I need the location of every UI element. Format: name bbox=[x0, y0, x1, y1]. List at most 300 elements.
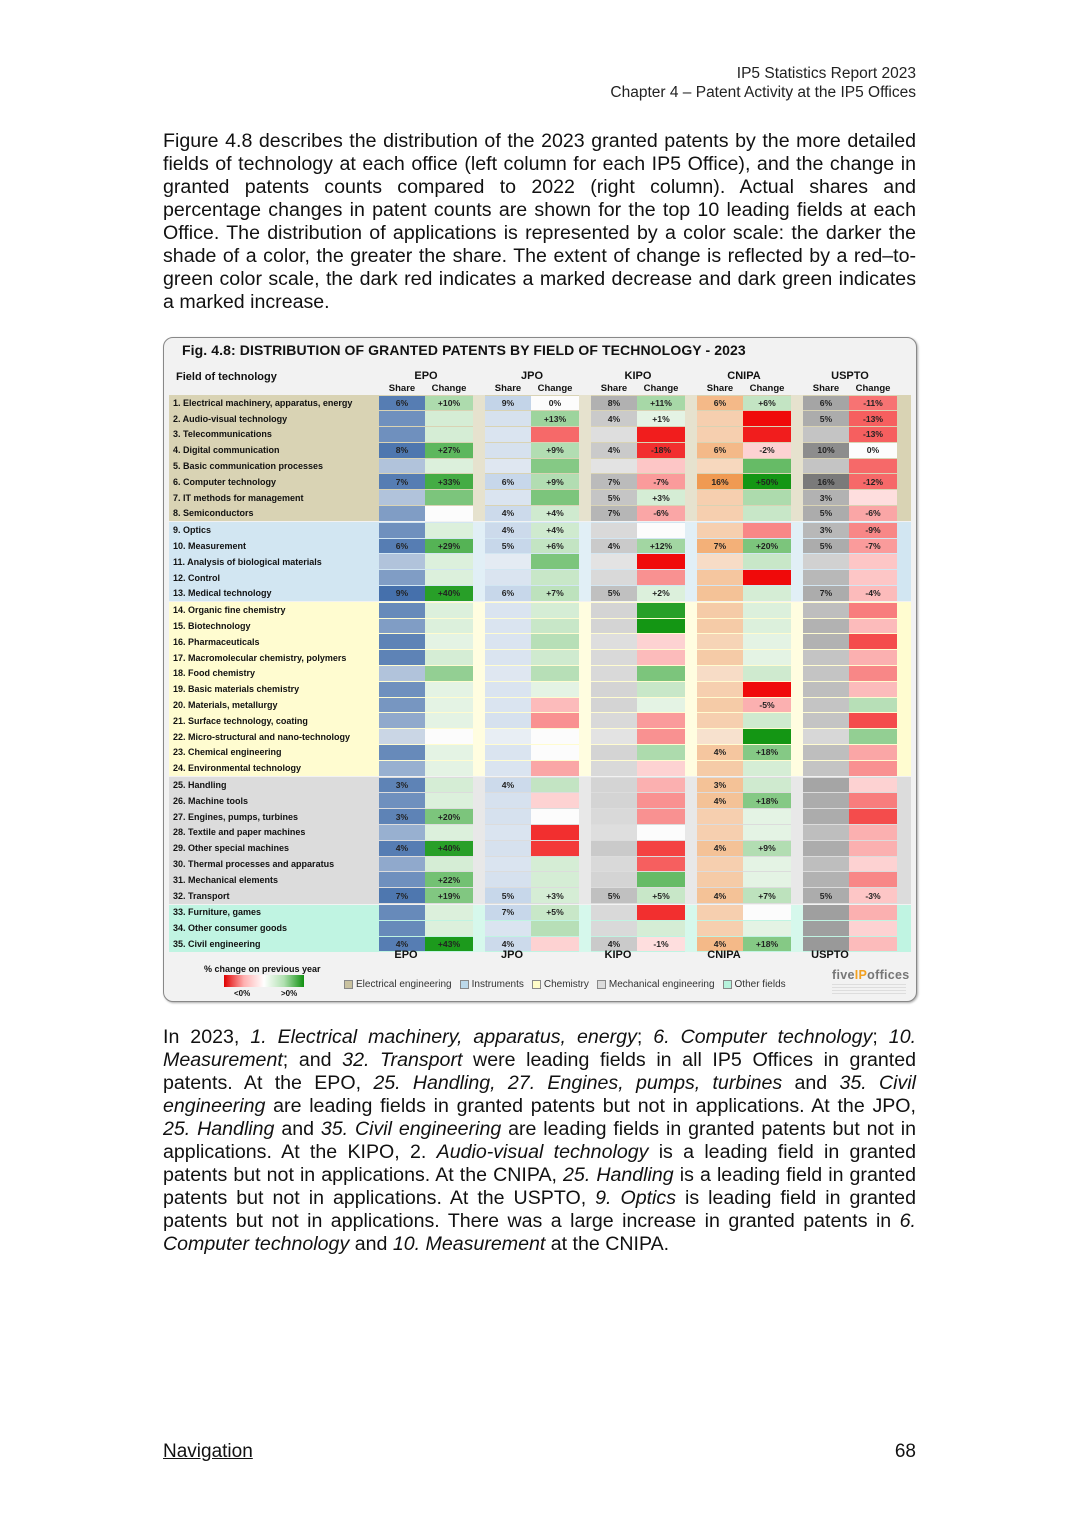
change-cell-cnipa bbox=[743, 586, 791, 601]
change-cell-kipo bbox=[637, 872, 685, 887]
share-cell-uspto bbox=[803, 619, 849, 634]
change-cell-cnipa bbox=[743, 778, 791, 793]
share-cell-kipo bbox=[591, 619, 637, 634]
change-cell-uspto bbox=[849, 554, 897, 569]
italic-field-reference: 35. Civil engineering bbox=[320, 1118, 502, 1140]
change-cell-uspto bbox=[849, 603, 897, 618]
change-cell-epo bbox=[425, 603, 473, 618]
change-cell-uspto bbox=[849, 905, 897, 920]
table-row bbox=[169, 777, 911, 793]
paragraph-text: In 2023, bbox=[163, 1026, 251, 1048]
share-cell-epo bbox=[379, 411, 425, 426]
share-cell-epo bbox=[379, 666, 425, 681]
share-cell-kipo bbox=[591, 682, 637, 697]
share-cell-jpo: 4% bbox=[485, 523, 531, 538]
field-label: 35. Civil engineering bbox=[173, 938, 261, 949]
share-cell-epo bbox=[379, 745, 425, 760]
fiveipoffices-logo bbox=[832, 968, 910, 982]
table-row bbox=[169, 395, 911, 411]
share-cell-epo bbox=[379, 905, 425, 920]
scale-title: % change on previous year bbox=[204, 964, 321, 974]
share-cell-kipo bbox=[591, 523, 637, 538]
share-cell-cnipa: 6% bbox=[697, 443, 743, 458]
change-cell-epo: +40% bbox=[425, 841, 473, 856]
change-cell-jpo bbox=[531, 809, 579, 824]
office-footer-uspto: USPTO bbox=[811, 949, 849, 961]
change-cell-uspto: -6% bbox=[849, 506, 897, 521]
share-cell-cnipa bbox=[697, 586, 743, 601]
share-cell-kipo bbox=[591, 570, 637, 585]
change-cell-jpo bbox=[531, 857, 579, 872]
change-cell-cnipa: +7% bbox=[743, 888, 791, 903]
change-cell-epo bbox=[425, 761, 473, 776]
change-cell-kipo bbox=[637, 459, 685, 474]
change-cell-cnipa bbox=[743, 459, 791, 474]
field-label: 6. Computer technology bbox=[173, 476, 277, 487]
italic-field-reference: 9. Optics bbox=[595, 1187, 677, 1209]
change-cell-jpo bbox=[531, 921, 579, 936]
share-cell-epo bbox=[379, 554, 425, 569]
share-cell-epo: 4% bbox=[379, 937, 425, 952]
share-cell-cnipa bbox=[697, 411, 743, 426]
share-subheader: Share bbox=[388, 383, 416, 394]
change-cell-kipo bbox=[637, 745, 685, 760]
change-cell-jpo bbox=[531, 841, 579, 856]
change-cell-kipo bbox=[637, 666, 685, 681]
change-cell-uspto bbox=[849, 825, 897, 840]
change-cell-epo bbox=[425, 793, 473, 808]
change-cell-cnipa bbox=[743, 872, 791, 887]
change-cell-epo bbox=[425, 554, 473, 569]
share-cell-epo bbox=[379, 490, 425, 505]
legend-swatch bbox=[532, 980, 541, 989]
change-cell-uspto bbox=[849, 841, 897, 856]
color-scale-bar bbox=[224, 975, 304, 987]
change-cell-kipo bbox=[637, 554, 685, 569]
change-cell-kipo bbox=[637, 634, 685, 649]
share-cell-jpo bbox=[485, 682, 531, 697]
change-cell-uspto bbox=[849, 570, 897, 585]
change-cell-epo bbox=[425, 698, 473, 713]
change-cell-cnipa bbox=[743, 411, 791, 426]
office-footer-kipo: KIPO bbox=[604, 949, 632, 961]
office-header-epo: EPO bbox=[414, 370, 438, 382]
change-cell-uspto bbox=[849, 682, 897, 697]
change-cell-cnipa bbox=[743, 857, 791, 872]
share-cell-cnipa bbox=[697, 570, 743, 585]
change-subheader: Change bbox=[855, 383, 891, 394]
change-cell-jpo bbox=[531, 745, 579, 760]
field-column-header: Field of technology bbox=[176, 371, 277, 383]
share-cell-epo bbox=[379, 634, 425, 649]
change-cell-uspto bbox=[849, 619, 897, 634]
office-header-jpo: JPO bbox=[520, 370, 543, 382]
share-cell-epo bbox=[379, 506, 425, 521]
paragraph-text: were leading fields in all IP5 Offices in granted patents. At the EPO, bbox=[163, 1049, 917, 1094]
closing-paragraph bbox=[163, 1026, 916, 1256]
change-subheader: Change bbox=[537, 383, 573, 394]
table-row bbox=[169, 760, 911, 776]
share-cell-uspto bbox=[803, 682, 849, 697]
heatmap-grid bbox=[169, 395, 911, 952]
italic-field-reference: 6. Computer technology bbox=[163, 1210, 916, 1255]
share-cell-kipo: 7% bbox=[591, 474, 637, 489]
legend-item bbox=[532, 979, 589, 990]
share-cell-uspto bbox=[803, 872, 849, 887]
field-label: 5. Basic communication processes bbox=[173, 461, 324, 472]
change-cell-kipo: -1% bbox=[637, 937, 685, 952]
change-cell-jpo: 0% bbox=[531, 396, 579, 411]
share-cell-jpo bbox=[485, 729, 531, 744]
change-cell-epo bbox=[425, 523, 473, 538]
share-cell-cnipa: 4% bbox=[697, 888, 743, 903]
change-cell-jpo bbox=[531, 872, 579, 887]
change-cell-uspto bbox=[849, 872, 897, 887]
share-cell-epo bbox=[379, 872, 425, 887]
share-cell-kipo: 5% bbox=[591, 586, 637, 601]
share-cell-epo bbox=[379, 921, 425, 936]
change-cell-kipo: +11% bbox=[637, 396, 685, 411]
share-cell-uspto: 10% bbox=[803, 443, 849, 458]
italic-field-reference: 32. Transport bbox=[342, 1049, 463, 1071]
share-cell-cnipa bbox=[697, 650, 743, 665]
legend-swatch bbox=[344, 980, 353, 989]
share-cell-jpo bbox=[485, 554, 531, 569]
share-subheader: Share bbox=[812, 383, 840, 394]
change-cell-kipo bbox=[637, 427, 685, 442]
change-cell-kipo: -18% bbox=[637, 443, 685, 458]
change-cell-jpo bbox=[531, 698, 579, 713]
office-header-kipo: KIPO bbox=[624, 370, 652, 382]
share-cell-cnipa bbox=[697, 682, 743, 697]
change-cell-epo bbox=[425, 921, 473, 936]
change-cell-uspto bbox=[849, 650, 897, 665]
change-cell-kipo bbox=[637, 570, 685, 585]
change-cell-uspto: -13% bbox=[849, 427, 897, 442]
share-cell-kipo bbox=[591, 809, 637, 824]
table-row bbox=[169, 554, 911, 570]
share-cell-kipo: 7% bbox=[591, 506, 637, 521]
change-cell-kipo bbox=[637, 713, 685, 728]
change-cell-uspto: -12% bbox=[849, 474, 897, 489]
paragraph-text: ; bbox=[872, 1026, 889, 1048]
change-cell-jpo bbox=[531, 761, 579, 776]
share-cell-jpo: 9% bbox=[485, 396, 531, 411]
share-cell-uspto bbox=[803, 650, 849, 665]
change-cell-epo bbox=[425, 778, 473, 793]
change-cell-cnipa bbox=[743, 490, 791, 505]
field-label: 34. Other consumer goods bbox=[173, 923, 288, 934]
field-label: 29. Other special machines bbox=[173, 843, 290, 854]
table-row bbox=[169, 618, 911, 634]
change-cell-kipo bbox=[637, 523, 685, 538]
share-cell-epo bbox=[379, 427, 425, 442]
table-row bbox=[169, 697, 911, 713]
share-cell-cnipa bbox=[697, 761, 743, 776]
legend-item bbox=[344, 979, 452, 990]
share-cell-uspto: 6% bbox=[803, 396, 849, 411]
table-row bbox=[169, 825, 911, 841]
legend-swatch bbox=[723, 980, 732, 989]
share-cell-cnipa bbox=[697, 698, 743, 713]
change-cell-kipo bbox=[637, 778, 685, 793]
change-subheader: Change bbox=[431, 383, 467, 394]
share-cell-epo: 7% bbox=[379, 474, 425, 489]
italic-field-reference: 1. Electrical machinery, apparatus, energy bbox=[250, 1026, 637, 1048]
change-cell-uspto: -11% bbox=[849, 396, 897, 411]
share-cell-uspto bbox=[803, 841, 849, 856]
change-cell-jpo bbox=[531, 619, 579, 634]
table-row bbox=[169, 586, 911, 602]
share-cell-epo: 6% bbox=[379, 539, 425, 554]
table-row bbox=[169, 602, 911, 618]
share-cell-kipo bbox=[591, 905, 637, 920]
share-cell-jpo bbox=[485, 650, 531, 665]
share-cell-kipo: 4% bbox=[591, 443, 637, 458]
change-cell-cnipa bbox=[743, 554, 791, 569]
change-subheader: Change bbox=[643, 383, 679, 394]
change-cell-cnipa bbox=[743, 905, 791, 920]
change-cell-epo bbox=[425, 713, 473, 728]
table-row bbox=[169, 856, 911, 872]
field-label: 31. Mechanical elements bbox=[173, 874, 279, 885]
change-cell-epo: +43% bbox=[425, 937, 473, 952]
share-cell-epo bbox=[379, 523, 425, 538]
change-cell-jpo: +4% bbox=[531, 506, 579, 521]
share-cell-kipo bbox=[591, 872, 637, 887]
change-cell-uspto bbox=[849, 857, 897, 872]
share-cell-uspto: 5% bbox=[803, 888, 849, 903]
change-cell-epo: +40% bbox=[425, 586, 473, 601]
field-label: 10. Measurement bbox=[173, 541, 247, 552]
share-cell-epo: 8% bbox=[379, 443, 425, 458]
field-label: 14. Organic fine chemistry bbox=[173, 605, 286, 616]
change-cell-epo: +33% bbox=[425, 474, 473, 489]
change-cell-cnipa bbox=[743, 650, 791, 665]
change-cell-epo bbox=[425, 619, 473, 634]
legend-item bbox=[723, 979, 786, 990]
share-cell-kipo bbox=[591, 713, 637, 728]
office-footer-jpo: JPO bbox=[500, 949, 523, 961]
change-cell-uspto bbox=[849, 459, 897, 474]
share-cell-jpo bbox=[485, 761, 531, 776]
change-cell-epo bbox=[425, 570, 473, 585]
share-cell-jpo bbox=[485, 603, 531, 618]
field-label: 23. Chemical engineering bbox=[173, 747, 282, 758]
share-cell-uspto bbox=[803, 459, 849, 474]
legend-label: Chemistry bbox=[543, 979, 589, 990]
field-label: 17. Macromolecular chemistry, polymers bbox=[173, 652, 347, 663]
change-cell-jpo bbox=[531, 427, 579, 442]
change-cell-kipo: -7% bbox=[637, 474, 685, 489]
italic-field-reference: 6. Computer technology bbox=[653, 1026, 873, 1048]
figure-4-8 bbox=[163, 337, 917, 1002]
change-cell-cnipa: +20% bbox=[743, 539, 791, 554]
change-cell-epo: +27% bbox=[425, 443, 473, 458]
change-cell-cnipa bbox=[743, 809, 791, 824]
navigation-link[interactable]: Navigation bbox=[163, 1441, 253, 1462]
change-cell-epo bbox=[425, 745, 473, 760]
share-cell-jpo bbox=[485, 841, 531, 856]
change-cell-kipo bbox=[637, 603, 685, 618]
share-cell-cnipa bbox=[697, 825, 743, 840]
table-row bbox=[169, 729, 911, 745]
paragraph-text: is a leading field in granted patents but not in applications. At the CNIPA, bbox=[163, 1141, 917, 1186]
table-row bbox=[169, 490, 911, 506]
legend-label: Electrical engineering bbox=[356, 979, 452, 990]
share-cell-kipo bbox=[591, 841, 637, 856]
share-cell-cnipa: 4% bbox=[697, 793, 743, 808]
share-cell-uspto: 3% bbox=[803, 490, 849, 505]
table-row bbox=[169, 458, 911, 474]
share-cell-cnipa bbox=[697, 506, 743, 521]
change-cell-uspto bbox=[849, 698, 897, 713]
change-cell-jpo: +4% bbox=[531, 523, 579, 538]
share-cell-kipo bbox=[591, 857, 637, 872]
share-cell-jpo bbox=[485, 825, 531, 840]
change-cell-cnipa bbox=[743, 825, 791, 840]
field-label: 32. Transport bbox=[173, 890, 230, 901]
change-cell-epo bbox=[425, 650, 473, 665]
share-cell-uspto bbox=[803, 921, 849, 936]
italic-field-reference: 25. Handling bbox=[163, 1118, 275, 1140]
change-cell-uspto bbox=[849, 729, 897, 744]
share-cell-uspto: 5% bbox=[803, 506, 849, 521]
table-row bbox=[169, 745, 911, 761]
share-cell-uspto bbox=[803, 793, 849, 808]
table-row bbox=[169, 888, 911, 904]
paragraph-text: is leading field in granted patents but not in applications. There was a large increase in granted patents in bbox=[163, 1187, 916, 1232]
change-cell-cnipa bbox=[743, 619, 791, 634]
share-cell-cnipa bbox=[697, 554, 743, 569]
share-cell-jpo: 4% bbox=[485, 937, 531, 952]
share-cell-uspto bbox=[803, 570, 849, 585]
change-cell-kipo bbox=[637, 921, 685, 936]
share-cell-jpo bbox=[485, 459, 531, 474]
share-subheader: Share bbox=[706, 383, 734, 394]
change-cell-uspto bbox=[849, 778, 897, 793]
share-cell-cnipa bbox=[697, 729, 743, 744]
share-cell-cnipa: 16% bbox=[697, 474, 743, 489]
share-cell-jpo: 4% bbox=[485, 506, 531, 521]
field-label: 30. Thermal processes and apparatus bbox=[173, 859, 335, 869]
paragraph-text: and bbox=[274, 1118, 321, 1140]
field-label: 12. Control bbox=[173, 572, 221, 583]
change-cell-jpo bbox=[531, 778, 579, 793]
share-cell-jpo bbox=[485, 713, 531, 728]
change-cell-epo bbox=[425, 729, 473, 744]
intro-paragraph: Figure 4.8 describes the distribution of the 2023 granted patents by the more detailed fields of technology at each office (left column for each IP5 Office), and the change in granted patents counts compared to 2022 (right column). Actual shares and percentage changes in patent counts are shown for the top 10 leading fields at each Office. The distribution of applications is represented by a color scale: the darker the shade of a color, the greater the share. The extent of change is reflected by a red–to-green color scale, the dark red indicates a marked decrease and dark green indicates a marked increase. bbox=[163, 130, 916, 313]
change-cell-epo bbox=[425, 490, 473, 505]
change-cell-uspto bbox=[849, 809, 897, 824]
field-label: 21. Surface technology, coating bbox=[173, 715, 308, 726]
change-cell-kipo bbox=[637, 841, 685, 856]
change-cell-uspto: -9% bbox=[849, 523, 897, 538]
share-cell-kipo bbox=[591, 634, 637, 649]
paragraph-text: ; and bbox=[282, 1049, 343, 1071]
field-label: 16. Pharmaceuticals bbox=[173, 636, 260, 647]
share-cell-cnipa bbox=[697, 619, 743, 634]
change-cell-jpo bbox=[531, 713, 579, 728]
share-cell-cnipa: 7% bbox=[697, 539, 743, 554]
change-cell-uspto bbox=[849, 745, 897, 760]
italic-field-reference: 10. Measurement bbox=[392, 1233, 546, 1255]
share-cell-epo bbox=[379, 729, 425, 744]
change-cell-kipo bbox=[637, 825, 685, 840]
change-cell-cnipa: -5% bbox=[743, 698, 791, 713]
logo-offices: offices bbox=[867, 968, 910, 982]
share-cell-epo bbox=[379, 857, 425, 872]
share-cell-epo bbox=[379, 682, 425, 697]
running-header bbox=[610, 64, 916, 102]
table-row bbox=[169, 442, 911, 458]
share-cell-uspto bbox=[803, 745, 849, 760]
change-cell-jpo bbox=[531, 634, 579, 649]
table-row bbox=[169, 506, 911, 522]
share-cell-cnipa: 6% bbox=[697, 396, 743, 411]
change-cell-epo: +29% bbox=[425, 539, 473, 554]
share-cell-uspto bbox=[803, 666, 849, 681]
share-cell-kipo bbox=[591, 666, 637, 681]
logo-fineprint bbox=[832, 984, 906, 996]
share-cell-epo bbox=[379, 713, 425, 728]
change-cell-uspto bbox=[849, 490, 897, 505]
change-cell-kipo: +2% bbox=[637, 586, 685, 601]
change-cell-uspto bbox=[849, 713, 897, 728]
share-cell-jpo: 6% bbox=[485, 474, 531, 489]
change-cell-epo: +22% bbox=[425, 872, 473, 887]
paragraph-text: and bbox=[782, 1072, 840, 1094]
change-cell-jpo bbox=[531, 603, 579, 618]
italic-field-reference: 25. Handling, 27. Engines, pumps, turbines bbox=[373, 1072, 783, 1094]
field-label: 4. Digital communication bbox=[173, 445, 280, 456]
table-row bbox=[169, 427, 911, 443]
change-cell-kipo bbox=[637, 729, 685, 744]
change-cell-uspto bbox=[849, 634, 897, 649]
legend-item bbox=[597, 979, 715, 990]
share-cell-cnipa bbox=[697, 809, 743, 824]
field-label: 13. Medical technology bbox=[173, 588, 272, 599]
share-cell-uspto bbox=[803, 825, 849, 840]
change-cell-jpo bbox=[531, 793, 579, 808]
share-cell-kipo bbox=[591, 745, 637, 760]
share-cell-kipo bbox=[591, 761, 637, 776]
share-cell-uspto bbox=[803, 778, 849, 793]
legend-swatch bbox=[597, 980, 606, 989]
change-cell-kipo bbox=[637, 698, 685, 713]
share-cell-uspto bbox=[803, 427, 849, 442]
share-cell-uspto: 7% bbox=[803, 586, 849, 601]
legend-swatch bbox=[460, 980, 469, 989]
legend-label: Other fields bbox=[734, 979, 786, 990]
legend-label: Mechanical engineering bbox=[608, 979, 715, 990]
change-cell-cnipa bbox=[743, 634, 791, 649]
share-cell-jpo bbox=[485, 793, 531, 808]
share-cell-jpo: 4% bbox=[485, 778, 531, 793]
share-cell-uspto: 5% bbox=[803, 411, 849, 426]
change-cell-jpo: +9% bbox=[531, 443, 579, 458]
office-header-cnipa: CNIPA bbox=[727, 370, 761, 382]
change-cell-cnipa bbox=[743, 729, 791, 744]
change-cell-epo: +10% bbox=[425, 396, 473, 411]
share-cell-kipo bbox=[591, 729, 637, 744]
share-cell-jpo bbox=[485, 619, 531, 634]
share-cell-kipo bbox=[591, 427, 637, 442]
change-cell-epo bbox=[425, 825, 473, 840]
table-row bbox=[169, 474, 911, 490]
change-cell-cnipa: +9% bbox=[743, 841, 791, 856]
change-cell-kipo: +12% bbox=[637, 539, 685, 554]
